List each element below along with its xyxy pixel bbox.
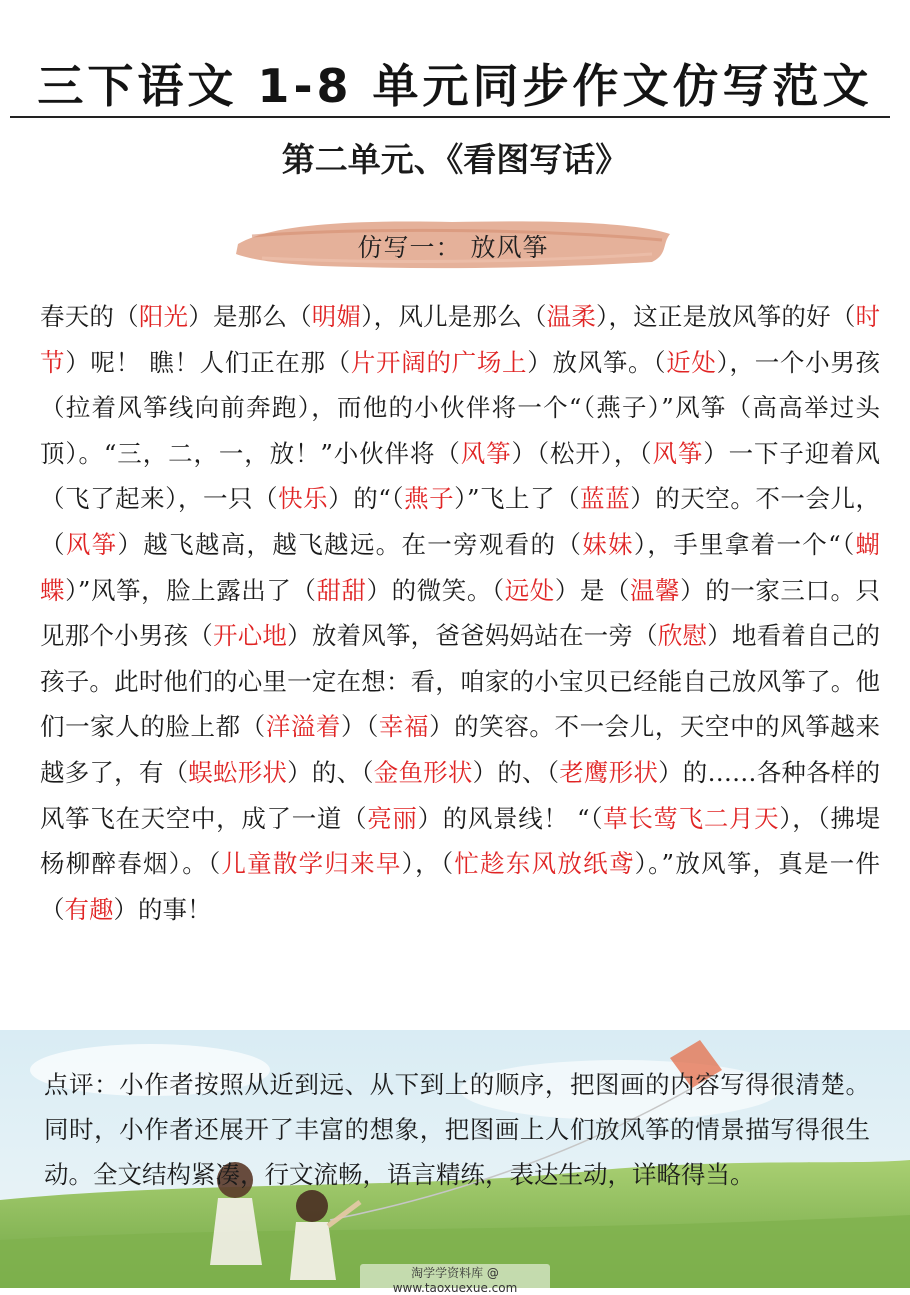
essay-blank-answer: 蝴蝶	[40, 529, 881, 605]
watermark: 淘学学资料库 @ www.taoxuexue.com	[360, 1264, 550, 1295]
essay-blank-answer: 燕子	[404, 484, 455, 514]
essay-blank-answer: 蓝蓝	[580, 484, 631, 514]
essay-body	[40, 294, 880, 932]
essay-blank-answer: 时节	[40, 302, 881, 377]
essay-blank-answer: 金鱼形状	[373, 757, 473, 787]
essay-blank-answer: 亮丽	[367, 803, 418, 833]
essay-blank-answer: 甜甜	[316, 575, 367, 605]
essay-text: ）放着风筝，爸爸妈妈站在一旁（	[287, 621, 658, 651]
essay-text: ）的天空。不一会儿，（	[40, 484, 881, 559]
essay-text: ），这正是放风筝的好（	[596, 302, 856, 331]
essay-text: ）”飞上了（	[454, 484, 581, 514]
essay-text: ），（拂堤杨柳醉春烟）。（	[40, 803, 881, 879]
essay-blank-answer: 风筝	[460, 438, 512, 468]
essay-text: ）是那么（	[188, 302, 312, 331]
page-title: 三下语文 1-8 单元同步作文仿写范文	[37, 59, 873, 113]
essay-blank-answer: 温柔	[546, 302, 597, 331]
essay-text: ）越飞越高，越飞越远。在一旁观看的（	[117, 529, 583, 559]
essay-text: ），（	[401, 849, 455, 879]
essay-text: ）的微笑。（	[366, 575, 505, 605]
title-divider	[10, 116, 890, 118]
section-label: 仿写一： 放风筝	[357, 233, 549, 262]
essay-blank-answer: 风筝	[652, 438, 704, 468]
essay-blank-answer: 远处	[504, 575, 555, 605]
essay-blank-answer: 风筝	[65, 529, 118, 559]
essay-blank-answer: 有趣	[64, 894, 114, 924]
essay-text: 春天的（	[40, 302, 139, 331]
essay-text: ）呢！ 瞧！人们正在那（	[65, 347, 351, 377]
essay-blank-answer: 温馨	[630, 575, 681, 605]
comment-text: 点评：小作者按照从近到远、从下到上的顺序，把图画的内容写得很清楚。同时，小作者还展开了丰富的想象，把图画上人们放风筝的情景描写得很生动。全文结构紧凑，行文流畅，语言精练，表达生动，详略得当。	[44, 1070, 870, 1189]
essay-text: ）的……各种各样的风筝飞在天空中，成了一道（	[40, 757, 881, 833]
essay-text: ）。”放风筝，真是一件（	[40, 849, 881, 924]
essay-blank-answer: 欣慰	[657, 621, 708, 651]
essay-text: ）放风筝。（	[527, 347, 667, 377]
essay-blank-answer: 草长莺飞二月天	[603, 803, 780, 833]
essay-blank-answer: 蜈蚣形状	[188, 757, 288, 787]
essay-text: ）的、（	[287, 757, 374, 787]
essay-text: ）的笑容。不一会儿，天空中的风筝越来越多了，有（	[40, 712, 881, 787]
essay-text: ）一下子迎着风（飞了起来），一只（	[40, 438, 881, 514]
essay-text: ）的“（	[328, 484, 405, 514]
essay-blank-answer: 妹妹	[582, 529, 634, 559]
essay-blank-answer: 快乐	[278, 484, 329, 514]
essay-text: ）”风筝，脸上露出了（	[65, 575, 317, 605]
essay-text: ）（松开），（	[511, 438, 653, 468]
essay-blank-answer: 忙趁东风放纸鸢	[454, 849, 635, 879]
unit-subtitle: 第二单元、《看图写话》	[281, 140, 629, 179]
essay-blank-answer: 洋溢着	[265, 712, 341, 742]
essay-text: ）（	[341, 712, 379, 742]
essay-blank-answer: 明媚	[311, 302, 362, 331]
essay-blank-answer: 近处	[666, 347, 717, 377]
essay-text: ），一个小男孩（拉着风筝线向前奔跑），而他的小伙伴将一个“（燕子）”风筝（高高举过头顶）。“三，二，一，放！”小伙伴将（	[40, 347, 881, 468]
essay-text: ），风儿是那么（	[361, 302, 547, 331]
essay-blank-answer: 阳光	[138, 302, 189, 331]
essay-blank-answer: 儿童散学归来早	[221, 849, 402, 879]
essay-text: ）的风景线！ “（	[417, 803, 604, 833]
essay-text: ）是（	[554, 575, 631, 605]
essay-text: ）地看着自己的孩子。此时他们的心里一定在想：看，咱家的小宝贝已经能自己放风筝了。他们一家人的脸上都（	[40, 621, 881, 742]
essay-text: ）的、（	[472, 757, 560, 787]
essay-blank-answer: 幸福	[378, 712, 430, 742]
essay-blank-answer: 老鹰形状	[559, 757, 659, 787]
essay-blank-answer: 开心地	[212, 621, 288, 651]
essay-text: ）的事！	[113, 894, 212, 924]
essay-text: ），手里拿着一个“（	[633, 529, 856, 559]
essay-blank-answer: 片开阔的广场上	[350, 347, 528, 377]
essay-text: ）的一家三口。只见那个小男孩（	[40, 575, 881, 651]
